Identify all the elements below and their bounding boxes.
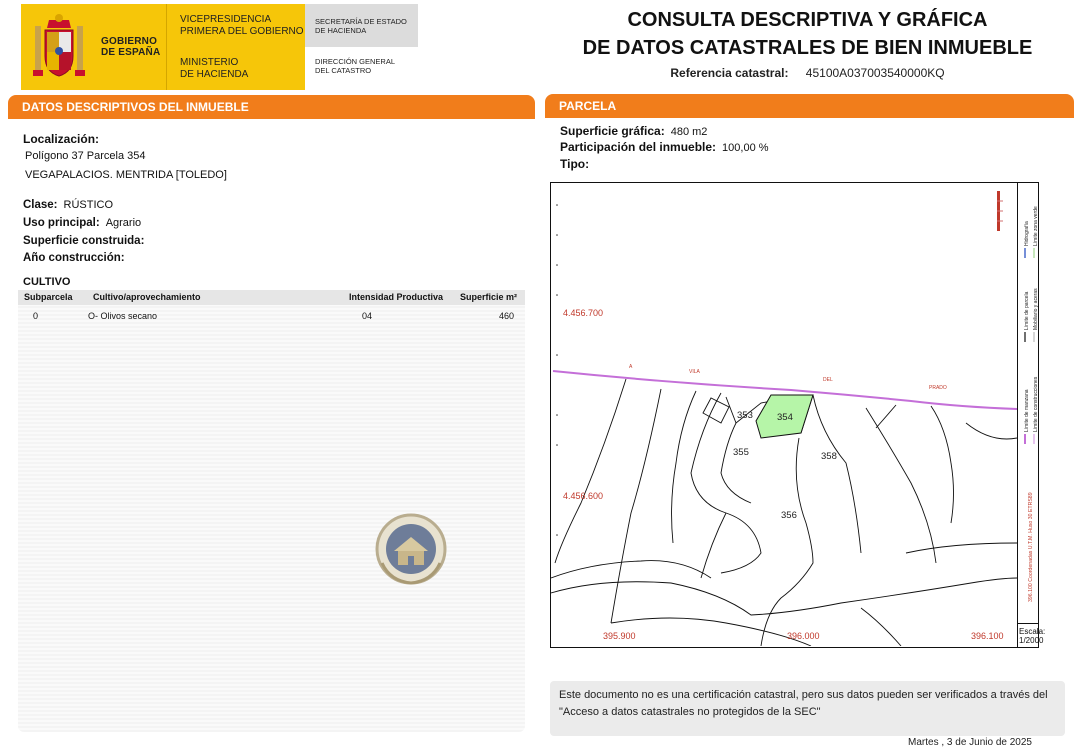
parcel-355-label: 355 [733,447,749,458]
section-bar-parcela: PARCELA [545,94,1074,118]
ministerio-text: MINISTERIO DE HACIENDA [180,57,249,80]
sup-construida-row [23,235,150,247]
catastro-watermark-icon [370,511,452,587]
map-legend [1017,182,1039,623]
street-word-3: DEL [823,377,833,383]
secretaria-block [305,4,418,47]
tipo-row [560,157,595,171]
clase-value: RÚSTICO [63,199,114,211]
localizacion-label: Localización: [23,132,100,146]
direccion-block [305,47,418,90]
col-subparcela: Subparcela [24,292,73,302]
ref-value: 45100A037003540000KQ [805,66,945,80]
y-label-1: 4.456.700 [563,308,604,318]
legend-mobiliario: Mobiliario y aceras [1033,288,1039,330]
scale-value: 1/2000 [1019,636,1044,645]
scale-box [1017,623,1046,648]
parcel-356-label: 356 [781,510,797,521]
section-bar-descriptivos: DATOS DESCRIPTIVOS DEL INMUEBLE [8,95,535,119]
page-title: CONSULTA DESCRIPTIVA Y GRÁFICA DE DATOS CATASTRALES DE BIEN INMUEBLE [582,9,1033,59]
legend-canvas [1018,182,1040,623]
cadastral-map [550,182,1046,648]
sup-grafica-label: Superficie gráfica: [560,124,665,138]
uso-row [23,217,141,229]
coords-caption: 396.100 Coordenadas U.T.M. Huso 30 ETRS89 [1028,492,1034,602]
anio-row [23,252,131,264]
vicepresidencia-text: VICEPRESIDENCIA PRIMERA DEL GOBIERNO [180,14,304,37]
participacion-value: 100,00 % [722,142,769,154]
direccion-text: DIRECCIÓN GENERAL DEL CATASTRO [315,57,396,75]
sup-grafica-value: 480 m2 [670,126,708,138]
street-word-4: PRADO [929,385,947,391]
map-canvas [551,183,1017,646]
uso-label: Uso principal: [23,217,100,229]
table-row [18,309,525,323]
anio-label: Año construcción: [23,252,125,264]
legend-parcela: Límite de parcela [1024,291,1030,330]
clase-row [23,199,113,211]
gobierno-text: GOBIERNO DE ESPAÑA [101,36,161,58]
cultivo-table [18,290,525,732]
cell-cultivo: O- Olivos secano [88,311,158,321]
government-logo-block [21,4,305,90]
ref-label: Referencia catastral: [670,66,789,80]
participacion-row [560,140,769,154]
cell-subparcela: 0 [33,311,39,321]
disclaimer-box: Este documento no es una certificación catastral, pero sus datos pueden ser verificados a través del "Acceso a datos catastrales no protegidos de la SEC" [550,681,1065,736]
x-label-2: 396.000 [787,631,820,641]
parcel-354-label: 354 [777,412,793,423]
legend-construcciones: Límite de construcciones [1033,376,1039,432]
tipo-label: Tipo: [560,157,590,171]
document-date: Martes , 3 de Junio de 2025 [908,737,1032,748]
parcel-353-label: 353 [737,410,753,421]
descriptive-panel [8,119,535,734]
legend-hidrografia: Hidrografía [1024,221,1030,246]
localizacion-line1: Polígono 37 Parcela 354 [25,150,146,162]
sup-grafica-row [560,124,707,138]
cell-intensidad: 04 [362,311,373,321]
reference-line [560,66,1055,80]
coat-of-arms-icon [31,12,87,82]
cultivo-title: CULTIVO [23,276,71,288]
col-intensidad: Intensidad Productiva [349,292,444,302]
header-divider [166,4,167,90]
legend-manzana: Límite de manzana [1024,389,1030,432]
parcel-358-label: 358 [821,451,837,462]
sup-construida-label: Superficie construida: [23,235,145,247]
street-word-1: A [629,364,633,370]
legend-zona-verde: Límite zona verde [1033,206,1039,246]
clase-label: Clase: [23,199,58,211]
localizacion-line2: VEGAPALACIOS. MENTRIDA [TOLEDO] [25,169,227,181]
secretaria-text: SECRETARÍA DE ESTADO DE HACIENDA [315,17,407,35]
x-label-1: 395.900 [603,631,636,641]
col-superficie: Superficie m² [460,292,518,302]
table-header [18,290,525,305]
street-word-2: VILA [689,369,700,375]
uso-value: Agrario [105,217,142,229]
y-label-2: 4.456.600 [563,491,604,501]
x-label-3: 396.100 [971,631,1004,641]
participacion-label: Participación del inmueble: [560,140,717,154]
scale-label: Escala: [1019,627,1046,636]
cell-superficie: 460 [499,311,515,321]
col-cultivo: Cultivo/aprovechamiento [93,292,201,302]
